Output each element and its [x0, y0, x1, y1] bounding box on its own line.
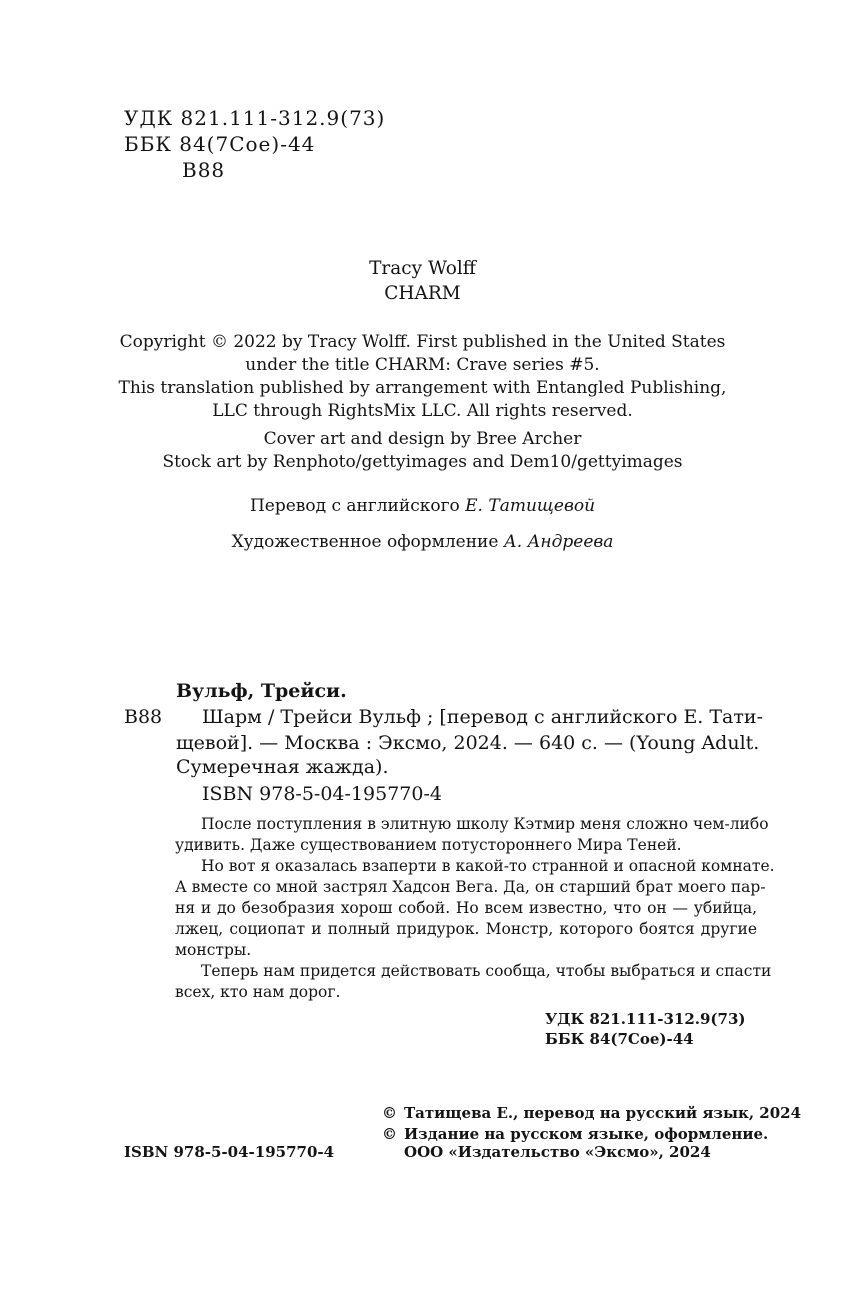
catalog-author: Вульф, Трейси.	[176, 680, 347, 702]
annotation-line: А вместе со мной застрял Хадсон Вега. Да, он старший брат моего пар-	[175, 878, 766, 896]
designer-name: А. Андреева	[503, 532, 614, 552]
original-author: Tracy Wolff	[369, 258, 476, 279]
annotation-line: лжец, социопат и полный придурок. Монстр, которого боятся другие	[175, 920, 757, 938]
annotation-line: Но вот я оказалась взаперти в какой-то странной и опасной комнате.	[201, 857, 775, 875]
translator-name: Е. Татищевой	[465, 496, 596, 516]
annotation-line: монстры.	[175, 941, 252, 959]
translation-copyright: Татищева Е., перевод на русский язык, 2024	[404, 1104, 802, 1122]
original-title: CHARM	[384, 283, 461, 304]
annotation-line: Теперь нам придется действовать сообща, чтобы выбраться и спасти	[201, 962, 772, 980]
catalog-code: В88	[124, 706, 163, 728]
art-credit-line: Cover art and design by Bree Archer	[263, 429, 582, 449]
annotation-line: удивить. Даже существованием потустороннего Мира Теней.	[175, 836, 682, 854]
annotation-line: ня и до безобразия хорош собой. Но всем известно, что он — убийца,	[175, 899, 757, 917]
designer-credit	[0, 532, 845, 552]
translator-credit	[0, 496, 845, 516]
catalog-line: Шарм / Трейси Вульф ; [перевод с английского Е. Тати-	[202, 706, 763, 728]
author-code-top: В88	[182, 158, 226, 182]
annotation-line: После поступления в элитную школу Кэтмир меня сложно чем-либо	[201, 815, 769, 833]
catalog-isbn: ISBN 978-5-04-195770-4	[202, 783, 442, 805]
copyright-line: LLC through RightsMix LLC. All rights reserved.	[212, 401, 633, 421]
bbk-top: ББК 84(7Сое)-44	[124, 132, 316, 156]
art-credit-line: Stock art by Renphoto/gettyimages and Dem10/gettyimages	[162, 452, 683, 472]
catalog-line: щевой]. — Москва : Эксмо, 2024. — 640 с. — (Young Adult.	[176, 732, 760, 754]
udk-bottom: УДК 821.111-312.9(73)	[545, 1010, 746, 1028]
translator-label: Перевод с английского	[249, 496, 460, 516]
designer-label: Художественное оформление	[231, 532, 499, 552]
annotation-line: всех, кто нам дорог.	[175, 983, 341, 1001]
copyright-symbol: ©	[382, 1104, 397, 1122]
copyright-line: This translation published by arrangement with Entangled Publishing,	[118, 378, 727, 398]
catalog-line: Сумеречная жажда).	[176, 756, 389, 778]
udk-top: УДК 821.111-312.9(73)	[124, 106, 386, 130]
footer-isbn: ISBN 978-5-04-195770-4	[124, 1143, 335, 1161]
publisher-copyright: ООО «Издательство «Эксмо», 2024	[404, 1143, 711, 1161]
copyright-symbol: ©	[382, 1125, 397, 1143]
copyright-line: under the title CHARM: Crave series #5.	[245, 355, 600, 375]
bbk-bottom: ББК 84(7Сое)-44	[545, 1030, 694, 1048]
copyright-line: Copyright © 2022 by Tracy Wolff. First published in the United States	[119, 332, 726, 352]
edition-copyright: Издание на русском языке, оформление.	[404, 1125, 769, 1143]
